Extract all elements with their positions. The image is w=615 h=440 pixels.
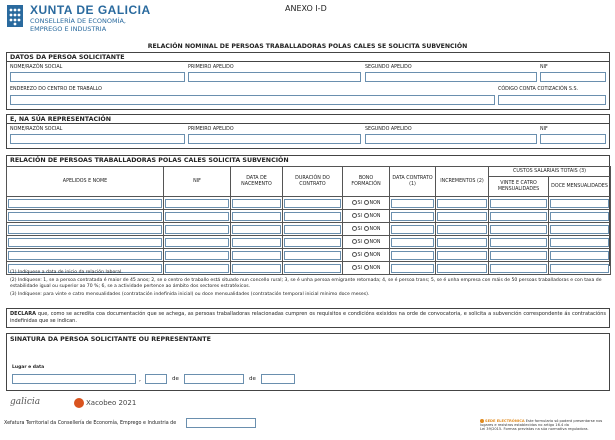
no-label: NON <box>369 201 381 206</box>
cell-birth <box>231 223 283 236</box>
duration-input[interactable] <box>284 225 341 234</box>
nif-label: NIF <box>540 65 548 70</box>
cell-contract-date <box>390 236 436 249</box>
page-title: RELACIÓN NOMINAL DE PERSOAS TRABALLADORAS POLAS CALES SE SOLICITA SUBVENCIÓN <box>147 43 468 50</box>
yes-label: SI <box>357 201 362 206</box>
nif-label: NIF <box>540 127 548 132</box>
section-title: RELACIÓN DE PERSOAS TRABALLADORAS POLAS CALES SOLICITA SUBVENCIÓN <box>10 157 289 164</box>
footnote: (2) Indíquese: 1, se a persoa contratada é maior de 45 anos; 2, se o centro de traballo está situado nun concello rural; 3, se é unha persoa emigrante retornada; 4, se é persoa trans; 5, se é unha empresa con máis de 50 persoas traballadoras e con taxa de estabilidade igual ou superior ao 70 %; 6, se a actividade pertence ao ámbito dos sectores estratéxicos. <box>10 278 602 289</box>
cell-duration <box>283 223 343 236</box>
declaration-lead: DECLARA <box>10 311 37 317</box>
applicant-ss-code-input[interactable] <box>498 95 606 105</box>
surname2-label: SEGUNDO APELIDO <box>365 127 412 132</box>
name-input[interactable] <box>8 225 162 234</box>
cell-costs-12 <box>549 236 611 249</box>
col-duration-header: DURACIÓN DO CONTRATO <box>283 167 343 197</box>
bonus-yes-radio[interactable] <box>352 200 357 205</box>
cell-contract-date <box>390 249 436 262</box>
section-title: E, NA SÚA REPRESENTACIÓN <box>7 115 609 124</box>
signature-section <box>6 333 610 391</box>
cell-name <box>7 223 164 236</box>
cell-nif <box>164 223 231 236</box>
bonus-yes-radio[interactable] <box>352 213 357 218</box>
cell-duration <box>283 210 343 223</box>
name-label: NOME/RAZÓN SOCIAL <box>10 65 63 70</box>
cell-costs-12 <box>549 223 611 236</box>
costs-24-input[interactable] <box>490 238 547 247</box>
contract-date-input[interactable] <box>391 238 434 247</box>
cell-name <box>7 210 164 223</box>
table-row <box>7 210 611 223</box>
cell-nif <box>164 210 231 223</box>
no-label: NON <box>369 240 381 245</box>
representative-section <box>6 114 610 149</box>
bonus-yes-radio[interactable] <box>352 226 357 231</box>
declaration <box>6 308 610 328</box>
table-row <box>7 197 611 210</box>
birth-input[interactable] <box>232 199 281 208</box>
cell-contract-date <box>390 197 436 210</box>
yes-label: SI <box>357 227 362 232</box>
cell-birth <box>231 249 283 262</box>
birth-input[interactable] <box>232 225 281 234</box>
duration-input[interactable] <box>284 212 341 221</box>
cell-costs-12 <box>549 197 611 210</box>
authority-label: Xefatura Territorial da Consellería de Economía, Emprego e Industria de <box>4 421 177 426</box>
duration-input[interactable] <box>284 251 341 260</box>
col-contract-date-header: DATA CONTRATO (1) <box>390 167 436 197</box>
cell-nif <box>164 236 231 249</box>
birth-input[interactable] <box>232 251 281 260</box>
comma-separator: , <box>139 376 141 383</box>
applicant-name-input[interactable] <box>10 72 185 82</box>
cell-increments <box>436 197 489 210</box>
footer-logos <box>6 395 610 413</box>
increments-input[interactable] <box>437 251 487 260</box>
section-title: DATOS DA PERSOA SOLICITANTE <box>7 53 609 62</box>
increments-input[interactable] <box>437 238 487 247</box>
cell-birth <box>231 210 283 223</box>
surname1-label: PRIMEIRO APELIDO <box>188 127 234 132</box>
cell-bonus <box>343 249 390 262</box>
bonus-no-radio[interactable] <box>364 213 369 218</box>
yes-label: SI <box>357 266 362 271</box>
footnote: (1) Indíquese a data de inicio da relación laboral. <box>10 270 123 275</box>
col-costs-12-header: DOCE MENSUALIDADES <box>549 177 611 197</box>
cell-costs-24 <box>489 249 549 262</box>
no-label: NON <box>369 214 381 219</box>
col-costs-group-header: CUSTOS SALARIAIS TOTAIS (3) <box>489 167 611 177</box>
cell-bonus <box>343 210 390 223</box>
applicant-address-input[interactable] <box>10 95 495 105</box>
table-row <box>7 249 611 262</box>
cell-costs-12 <box>549 210 611 223</box>
day-input[interactable] <box>145 374 167 384</box>
representative-nif-input[interactable] <box>540 134 606 144</box>
duration-input[interactable] <box>284 238 341 247</box>
cell-contract-date <box>390 223 436 236</box>
costs-12-input[interactable] <box>550 212 609 221</box>
no-label: NON <box>369 253 381 258</box>
xacobeo-logo: Xacobeo 2021 <box>74 398 136 408</box>
costs-12-input[interactable] <box>550 251 609 260</box>
cell-increments <box>436 236 489 249</box>
nif-input[interactable] <box>165 251 229 260</box>
costs-24-input[interactable] <box>490 199 547 208</box>
cell-name <box>7 197 164 210</box>
bonus-no-radio[interactable] <box>364 200 369 205</box>
cell-duration <box>283 197 343 210</box>
duration-input[interactable] <box>284 199 341 208</box>
representative-surname2-input[interactable] <box>365 134 537 144</box>
place-date-label: Lugar e data <box>12 365 45 370</box>
col-bonus-header: BONO FORMACIÓN <box>343 167 390 197</box>
name-input[interactable] <box>8 212 162 221</box>
cell-costs-24 <box>489 236 549 249</box>
contract-date-input[interactable] <box>391 225 434 234</box>
cell-bonus <box>343 197 390 210</box>
contract-date-input[interactable] <box>391 199 434 208</box>
col-birth-header: DATA DE NACEMENTO <box>231 167 283 197</box>
bonus-no-radio[interactable] <box>364 239 369 244</box>
xunta-shield-icon <box>6 4 24 28</box>
address-label: ENDEREZO DO CENTRO DE TRABALLO <box>10 87 102 92</box>
costs-12-input[interactable] <box>550 225 609 234</box>
cell-contract-date <box>390 210 436 223</box>
increments-input[interactable] <box>437 199 487 208</box>
col-increments-header: INCREMENTOS (2) <box>436 167 489 197</box>
table-row <box>7 236 611 249</box>
bonus-no-radio[interactable] <box>364 226 369 231</box>
cell-increments <box>436 249 489 262</box>
name-input[interactable] <box>8 238 162 247</box>
footnote: (3) Indíquese: para vinte e catro mensualidades (contratación indefinida inicial) ou doce mensualidades (contratación temporal inicial mínimo doce meses). <box>10 292 370 297</box>
costs-24-input[interactable] <box>490 225 547 234</box>
bonus-yes-radio[interactable] <box>352 239 357 244</box>
contract-date-input[interactable] <box>391 251 434 260</box>
year-input[interactable] <box>261 374 295 384</box>
cell-birth <box>231 236 283 249</box>
xacobeo-icon <box>74 398 84 408</box>
cell-costs-24 <box>489 197 549 210</box>
surname2-label: SEGUNDO APELIDO <box>365 65 412 70</box>
nif-input[interactable] <box>165 225 229 234</box>
cell-nif <box>164 197 231 210</box>
applicant-surname1-input[interactable] <box>188 72 361 82</box>
cell-increments <box>436 210 489 223</box>
section-title: SINATURA DA PERSOA SOLICITANTE OU REPRESENTANTE <box>10 336 211 343</box>
footnotes <box>10 270 606 300</box>
birth-input[interactable] <box>232 238 281 247</box>
applicant-nif-input[interactable] <box>540 72 606 82</box>
nif-input[interactable] <box>165 212 229 221</box>
yes-label: SI <box>357 253 362 258</box>
table-row <box>7 223 611 236</box>
ss-code-label: CÓDIGO CONTA COTIZACIÓN S.S. <box>498 87 579 92</box>
place-input[interactable] <box>12 374 136 384</box>
annex-label: ANEXO I-D <box>285 4 327 13</box>
cell-nif <box>164 249 231 262</box>
cell-bonus <box>343 236 390 249</box>
no-label: NON <box>369 227 381 232</box>
cell-name <box>7 236 164 249</box>
contract-date-input[interactable] <box>391 212 434 221</box>
col-costs-24-header: VINTE E CATRO MENSUALIDADES <box>489 177 549 197</box>
cell-costs-12 <box>549 249 611 262</box>
applicant-surname2-input[interactable] <box>365 72 537 82</box>
nif-input[interactable] <box>165 238 229 247</box>
yes-label: SI <box>357 214 362 219</box>
increments-input[interactable] <box>437 225 487 234</box>
cell-increments <box>436 223 489 236</box>
de-label: de <box>172 376 179 382</box>
col-names-header: APELIDOS E NOME <box>7 167 164 197</box>
col-nif-header: NIF <box>164 167 231 197</box>
costs-12-input[interactable] <box>550 238 609 247</box>
declaration-text: que, como se acredita coa documentación que se achega, as persoas traballadoras relacionadas cumpren os requisitos e condicións exixidos na orde de convocatoria, e solicita a subvención correspondente ás contratacións indefinidas que se indican. <box>10 311 606 324</box>
cell-bonus <box>343 223 390 236</box>
nif-input[interactable] <box>165 199 229 208</box>
cell-birth <box>231 197 283 210</box>
bonus-no-radio[interactable] <box>364 252 369 257</box>
de-label: de <box>249 376 256 382</box>
yes-label: SI <box>357 240 362 245</box>
authority-input[interactable] <box>186 418 256 428</box>
bonus-yes-radio[interactable] <box>352 252 357 257</box>
increments-input[interactable] <box>437 212 487 221</box>
cell-costs-24 <box>489 210 549 223</box>
representative-surname1-input[interactable] <box>188 134 361 144</box>
cell-costs-24 <box>489 223 549 236</box>
csv-notice: SEDE ELECTRÓNICA Este formulario só poderá presentarse nos lugares e rexistros establecidos no artigo 16.4 da Lei 39/2015. Formas previstas na súa normativa reguladora. <box>480 419 603 432</box>
page-header <box>0 0 615 40</box>
brand-name: XUNTA DE GALICIA <box>30 3 151 17</box>
department-name: CONSELLERÍA DE ECONOMÍA, EMPREGO E INDUSTRIA <box>30 17 127 33</box>
representative-name-input[interactable] <box>10 134 185 144</box>
birth-input[interactable] <box>232 212 281 221</box>
cell-duration <box>283 249 343 262</box>
no-label: NON <box>369 266 381 271</box>
costs-12-input[interactable] <box>550 199 609 208</box>
costs-24-input[interactable] <box>490 251 547 260</box>
cell-name <box>7 249 164 262</box>
surname1-label: PRIMEIRO APELIDO <box>188 65 234 70</box>
name-input[interactable] <box>8 199 162 208</box>
galicia-logo: galicia <box>10 397 41 407</box>
name-label: NOME/RAZÓN SOCIAL <box>10 127 63 132</box>
workers-table <box>6 166 611 275</box>
costs-24-input[interactable] <box>490 212 547 221</box>
applicant-section <box>6 52 610 110</box>
month-input[interactable] <box>184 374 244 384</box>
name-input[interactable] <box>8 251 162 260</box>
cell-duration <box>283 236 343 249</box>
